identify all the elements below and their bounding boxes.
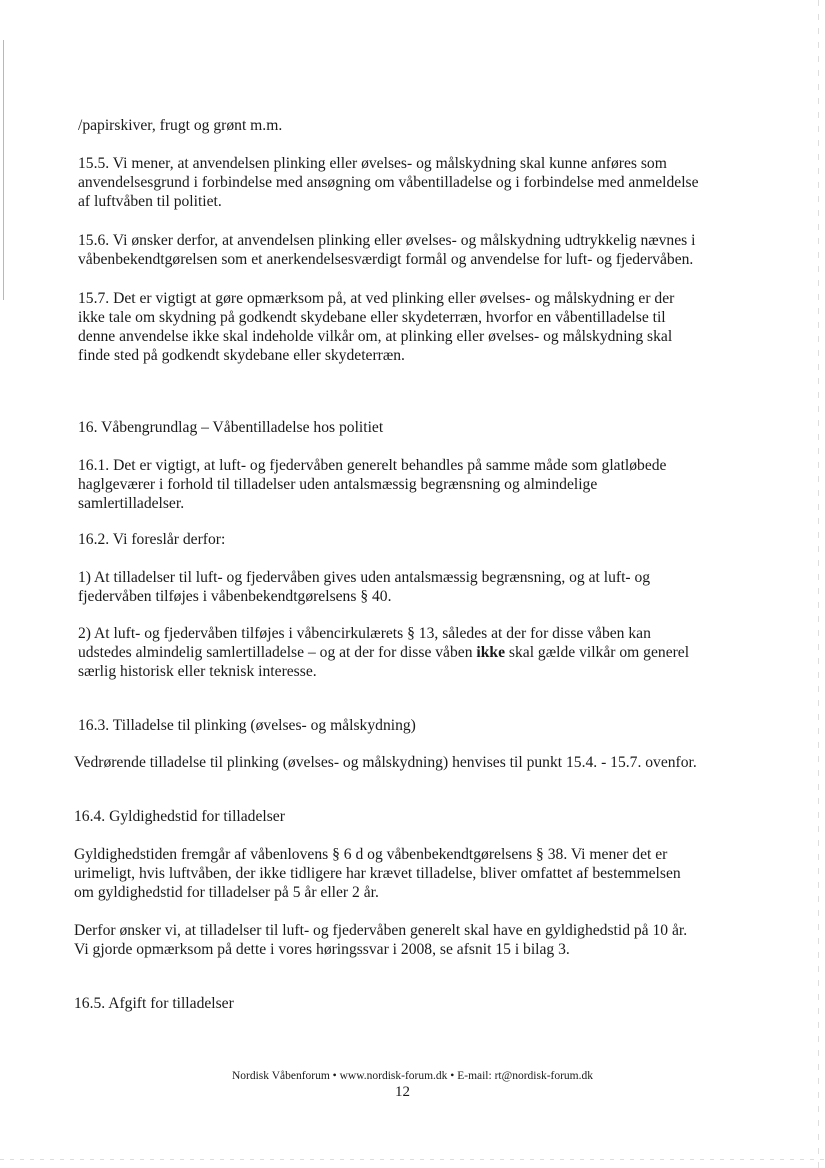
text-line: fjedervåben tilføjes i våbenbekendtgørelsens § 40. [78, 588, 392, 605]
text-line: 15.5. Vi mener, at anvendelsen plinking eller øvelses- og målskydning skal kunne anføres som [78, 155, 667, 172]
text-line: Gyldighedstiden fremgår af våbenlovens § 6 d og våbenbekendtgørelsens § 38. Vi mener det er [74, 846, 668, 863]
scan-edge [818, 0, 819, 1168]
text-line: 16.1. Det er vigtigt, at luft- og fjedervåben generelt behandles på samme måde som glatløbede [78, 457, 667, 474]
page-footer: Nordisk Våbenforum • www.nordisk-forum.dk • E-mail: rt@nordisk-forum.dk [231, 1070, 594, 1082]
text-line: samlertilladelser. [78, 495, 185, 512]
text-segment: udstedes almindelig samlertilladelse – og at der for disse våben [78, 644, 473, 661]
list-item-1 [78, 568, 650, 606]
text-line: Vedrørende tilladelse til plinking (øvelses- og målskydning) henvises til punkt 15.4. - 15.7. ovenfor. [74, 754, 697, 771]
paragraph-16-4-body [74, 845, 681, 902]
paragraph-15-6 [78, 231, 695, 269]
text-line: 2) At luft- og fjedervåben tilføjes i våbencirkulærets § 13, således at der for disse våben kan [78, 625, 651, 642]
paragraph-15-7 [78, 289, 674, 365]
text-line: 16.5. Afgift for tilladelser [74, 995, 234, 1012]
page-number: 12 [395, 1084, 410, 1100]
paragraph-16-1 [78, 456, 666, 513]
section-heading-16 [78, 418, 383, 437]
paragraph-15-5 [78, 154, 699, 211]
text-line: våbenbekendtgørelsen som et anerkendelsesværdigt formål og anvendelse for luft- og fjedervåben. [78, 251, 694, 268]
subsection-heading-16-4 [74, 807, 285, 826]
subsection-heading-16-3 [78, 716, 416, 735]
paragraph-16-4-conclusion [74, 921, 687, 959]
text-line: 16.4. Gyldighedstid for tilladelser [74, 808, 285, 825]
bold-word: ikke [476, 644, 506, 661]
text-line: haglgeværer i forhold til tilladelser uden antalsmæssig begrænsning og almindelige [78, 476, 598, 493]
text-line: Vi gjorde opmærksom på dette i vores høringssvar i 2008, se afsnit 15 i bilag 3. [74, 941, 570, 958]
scan-edge [3, 40, 4, 300]
text-line: 15.7. Det er vigtigt at gøre opmærksom på, at ved plinking eller øvelses- og målskydning er der [78, 290, 675, 307]
list-item-2 [78, 624, 689, 681]
paragraph-16-3-body [74, 753, 697, 772]
text-line: /papirskiver, frugt og grønt m.m. [78, 117, 283, 134]
paragraph-continuation [78, 116, 282, 135]
text-segment: skal gælde vilkår om generel [505, 644, 690, 661]
text-line: særlig historisk eller teknisk interesse. [78, 663, 317, 680]
text-line: 16.3. Tilladelse til plinking (øvelses- og målskydning) [78, 717, 416, 734]
text-line: anvendelsesgrund i forbindelse med ansøgning om våbentilladelse og i forbindelse med anmeldelse [78, 174, 699, 191]
text-line: urimeligt, hvis luftvåben, der ikke tidligere har krævet tilladelse, bliver omfattet af bestemmelsen [74, 865, 681, 882]
scan-edge [0, 1159, 825, 1160]
text-line: 16.2. Vi foreslår derfor: [78, 531, 226, 548]
text-line: denne anvendelse ikke skal indeholde vilkår om, at plinking eller øvelses- og målskydning skal [78, 328, 673, 345]
text-line: ikke tale om skydning på godkendt skydebane eller skydeterræn, hvorfor en våbentilladelse til [78, 309, 666, 326]
text-line: 1) At tilladelser til luft- og fjedervåben gives uden antalsmæssig begrænsning, og at luft- og [78, 569, 651, 586]
text-line: 15.6. Vi ønsker derfor, at anvendelsen plinking eller øvelses- og målskydning udtrykkelig nævnes i [78, 232, 696, 249]
paragraph-16-2 [78, 530, 225, 549]
text-line: om gyldighedstid for tilladelser på 5 år eller 2 år. [74, 884, 379, 901]
text-line: finde sted på godkendt skydebane eller skydeterræn. [78, 347, 405, 364]
text-line: 16. Våbengrundlag – Våbentilladelse hos politiet [78, 419, 384, 436]
text-line: af luftvåben til politiet. [78, 193, 222, 210]
text-line [78, 643, 689, 662]
text-line: Derfor ønsker vi, at tilladelser til luft- og fjedervåben generelt skal have en gyldighedstid på 10 år. [74, 922, 688, 939]
subsection-heading-16-5 [74, 994, 234, 1013]
